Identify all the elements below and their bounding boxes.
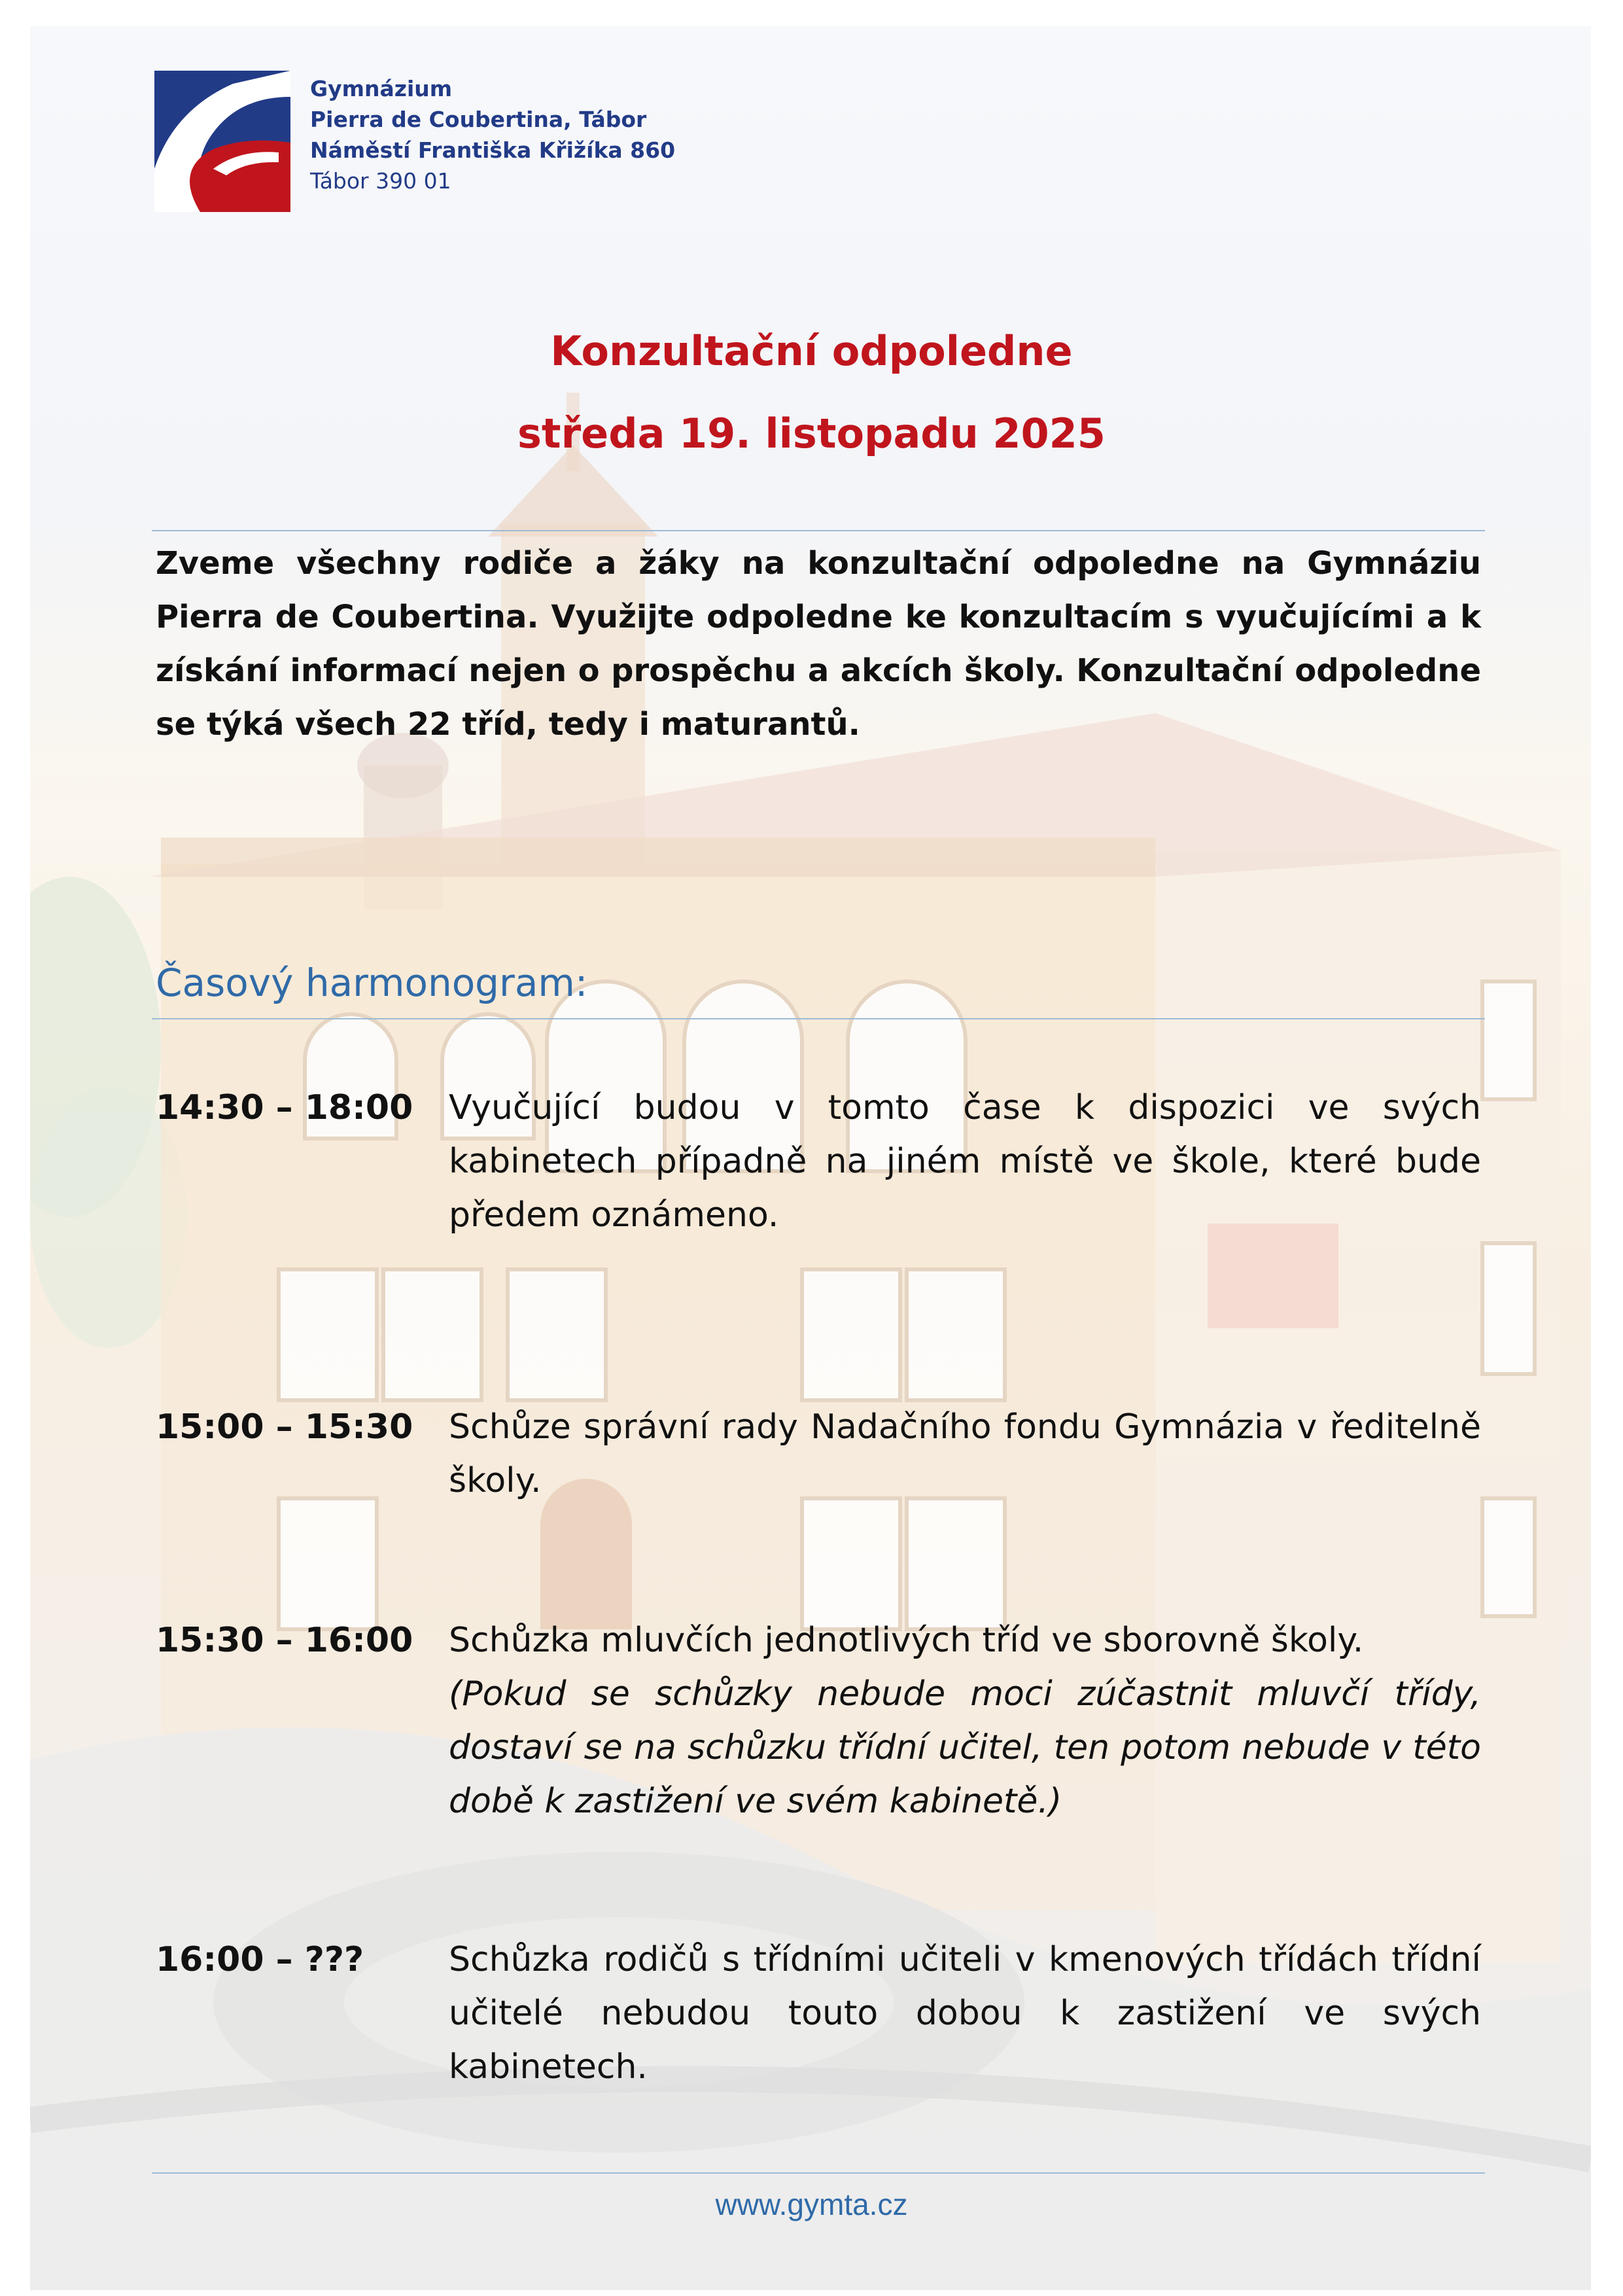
schedule-divider [152, 1018, 1485, 1019]
schedule-text: Schůzka mluvčích jednotlivých tříd ve sborovně školy. [449, 1621, 1364, 1660]
school-street: Náměstí Františka Křižíka 860 [310, 137, 676, 163]
school-city: Tábor 390 01 [310, 168, 451, 194]
schedule-text: Schůzka rodičů s třídními učiteli v kmenových třídách třídní učitelé nebudou touto dobou k zastižení ve svých kabinetech. [449, 1940, 1481, 2087]
schedule-description [449, 1400, 1481, 1508]
divider [152, 530, 1485, 531]
schedule-description [449, 1614, 1481, 1828]
event-title: Konzultační odpoledne [550, 327, 1073, 375]
schedule-time: 15:00 – 15:30 [156, 1407, 413, 1447]
schedule-note: (Pokud se schůzky nebude moci zúčastnit mluvčí třídy, dostaví se na schůzku třídní učitel, ten potom nebude v této době k zastižení ve svém kabinetě.) [449, 1674, 1481, 1821]
schedule-time: 15:30 – 16:00 [156, 1621, 413, 1660]
intro-paragraph: Zveme všechny rodiče a žáky na konzultační odpoledne na Gymnáziu Pierra de Coubertina. Využijte odpoledne ke konzultacím s vyučujícími a k získání informací nejen o prospěchu a akcích školy. Konzultační odpoledne se týká všech 22 tříd, tedy i maturantů. [156, 545, 1481, 743]
schedule-heading: Časový harmonogram: [156, 961, 588, 1005]
schedule-time: 16:00 – ??? [156, 1940, 364, 1979]
event-date: středa 19. listopadu 2025 [517, 410, 1106, 457]
schedule-text: Vyučující budou v tomto čase k dispozici ve svých kabinetech případně na jiném místě ve škole, které bude předem oznámeno. [449, 1088, 1481, 1235]
footer-divider [152, 2172, 1485, 2174]
schedule-text: Schůze správní rady Nadačního fondu Gymnázia v ředitelně školy. [449, 1407, 1481, 1500]
school-name: Gymnázium [310, 76, 453, 101]
school-address-block [310, 73, 675, 196]
website-link[interactable]: www.gymta.cz [715, 2187, 908, 2221]
school-logo [154, 71, 290, 212]
schedule-description [449, 1933, 1481, 2094]
schedule-time: 14:30 – 18:00 [156, 1088, 413, 1127]
schedule-description [449, 1081, 1481, 1242]
school-name-line2: Pierra de Coubertina, Tábor [310, 107, 647, 132]
